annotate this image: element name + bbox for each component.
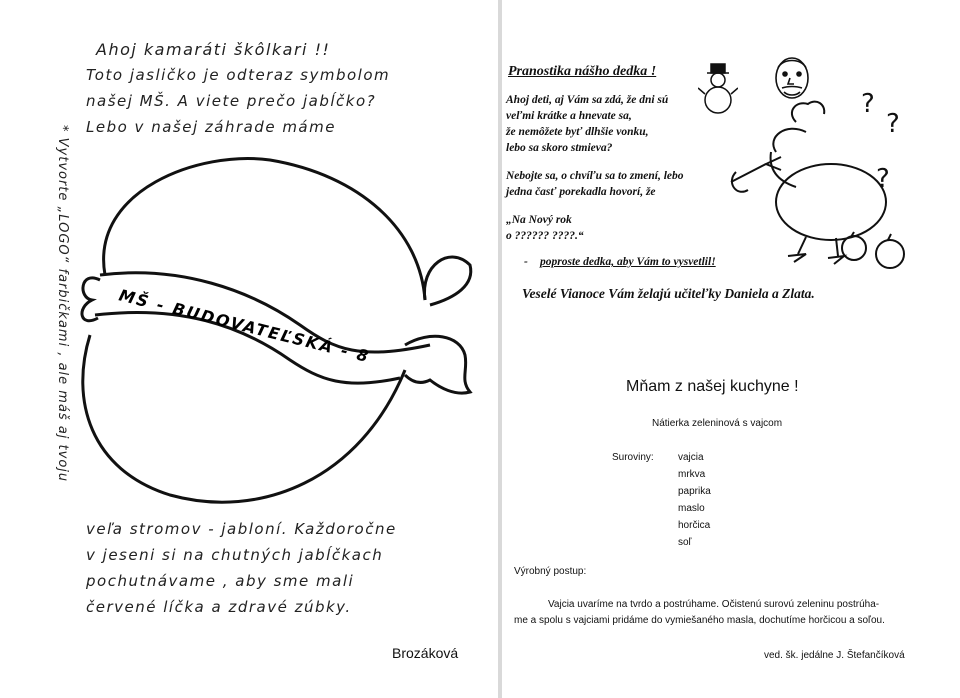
svg-text:?: ?: [876, 164, 890, 194]
pranostika-title: Pranostika nášho dedka !: [508, 64, 657, 79]
pranostika-line: „Na Nový rok: [506, 214, 572, 226]
pranostika-line: že nemôžete byť dlhšie vonku,: [506, 126, 649, 138]
right-page: [502, 0, 960, 698]
ingredient-item: maslo: [678, 503, 705, 514]
kitchen-title: Mňam z našej kuchyne !: [626, 378, 799, 395]
ingredients-label: Suroviny:: [612, 452, 654, 463]
pranostika-line: o ?????? ????.“: [506, 230, 584, 242]
intro-line: Lebo v našej záhrade máme: [86, 118, 336, 136]
intro-line: Ahoj kamaráti škôlkari !!: [96, 40, 331, 59]
logo-text: MŠ - BUDOVATEĽSKÁ - 8: [117, 285, 373, 367]
signature: Brozáková: [392, 645, 459, 661]
recipe-name: Nátierka zeleninová s vajcom: [652, 418, 783, 429]
chicken-illustration: [726, 82, 906, 272]
ask-line: poproste dedka, aby Vám to vysvetlil!: [540, 256, 716, 268]
ingredient-item: horčica: [678, 520, 711, 531]
procedure-label: Výrobný postup:: [514, 566, 587, 577]
pranostika-line: veľmi krátke a hnevatе sa,: [506, 110, 632, 122]
ingredient-item: paprika: [678, 486, 711, 497]
ingredient-item: vajcia: [678, 452, 704, 463]
intro-line: Toto jasličko je odteraz symbolom: [86, 66, 391, 84]
ingredient-item: mrkva: [678, 469, 706, 480]
intro-line: našej MŠ. A viete prečo jabĺčko?: [86, 92, 377, 110]
svg-text:?: ?: [861, 89, 875, 119]
question-marks: [861, 89, 900, 194]
procedure-line: me a spolu s vajciami pridáme do vymiešaného masla, dochutíme horčicou a soľou.: [514, 615, 885, 626]
side-note: * Vytvorte „LOGO“ farbičkami , ale máš aj tvoju: [55, 125, 70, 483]
wishes-line: Veselé Vianoce Vám želajú učiteľky Daniela a Zlata.: [522, 286, 815, 301]
ingredient-item: soľ: [678, 537, 692, 548]
pranostika-line: jedna časť porekadla hovorí, že: [506, 186, 656, 198]
pranostika-line: Ahoj deti, aj Vám sa zdá, že dni sú: [506, 94, 669, 106]
procedure-line: Vajcia uvaríme na tvrdo a postrúhame. Očistenú surovú zeleninu postrúha-: [548, 599, 880, 610]
author-line: ved. šk. jedálne J. Štefančíková: [764, 650, 905, 661]
pranostika-line: lebo sa skoro stmieva?: [506, 142, 613, 154]
body-line: v jeseni si na chutných jabĺčkach: [86, 546, 384, 564]
ask-dash: -: [524, 256, 528, 268]
pranostika-line: Nebojte sa, o chvíľu sa to zmení, lebo: [506, 170, 684, 182]
body-line: červené líčka a zdravé zúbky.: [86, 598, 352, 616]
svg-text:?: ?: [886, 109, 900, 139]
body-line: veľa stromov - jabloní. Každoročne: [86, 520, 397, 538]
body-line: pochutnávame , aby sme mali: [86, 572, 355, 590]
